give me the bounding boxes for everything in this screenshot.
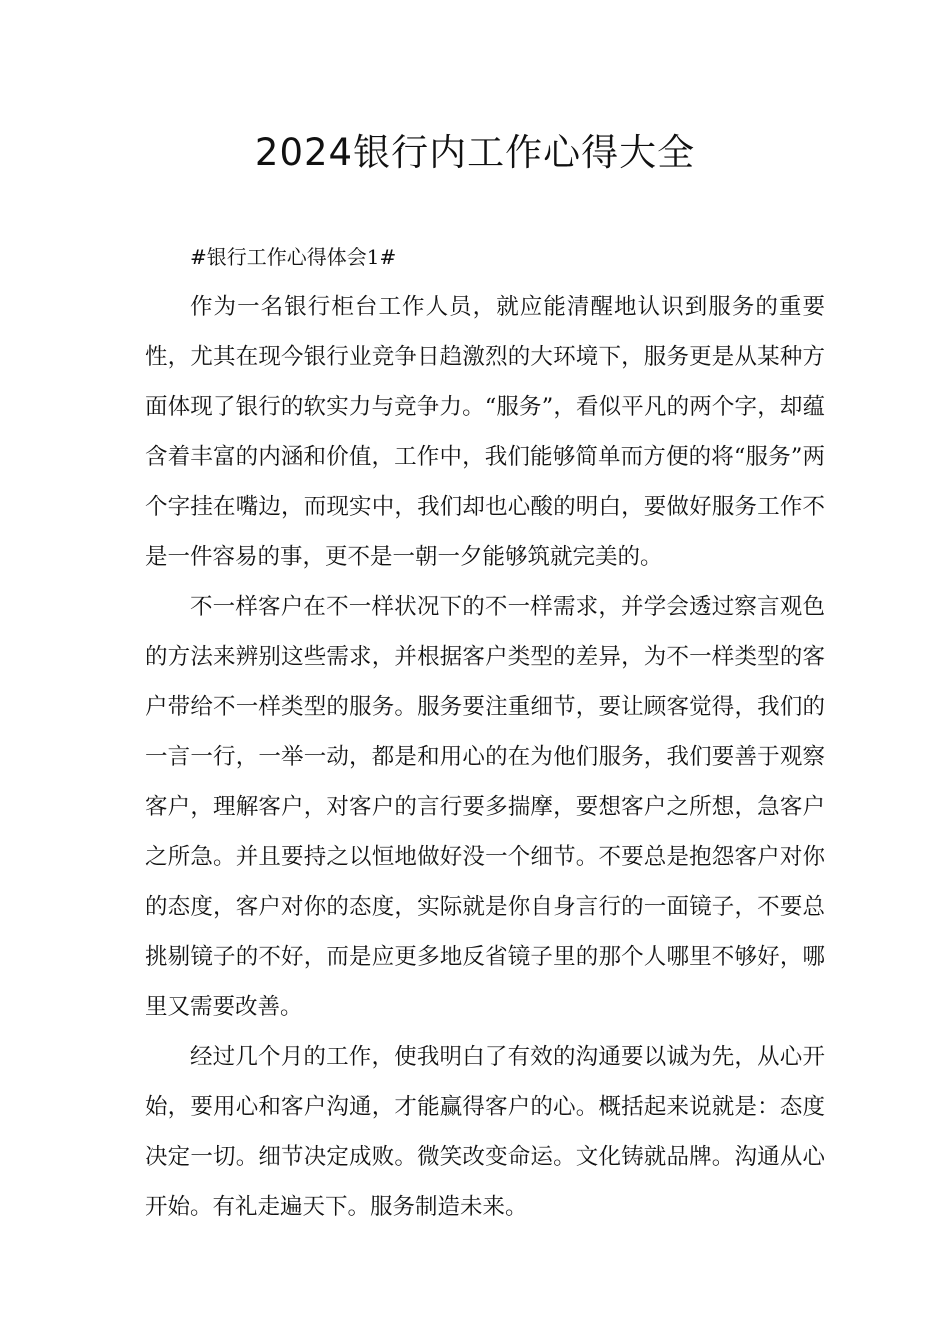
paragraph-1: 作为一名银行柜台工作人员，就应能清醒地认识到服务的重要性，尤其在现今银行业竞争日趋激烈的大环境下，服务更是从某种方面体现了银行的软实力与竞争力。“服务”，看似平凡的两个字，却蕴含着丰富的内涵和价值，工作中，我们能够简单而方便的将“服务”两个字挂在嘴边，而现实中，我们却也心酸的明白，要做好服务工作不是一件容易的事，更不是一朝一夕能够筑就完美的。 xyxy=(145,294,825,570)
paragraph-2: 不一样客户在不一样状况下的不一样需求，并学会透过察言观色的方法来辨别这些需求，并根据客户类型的差异，为不一样类型的客户带给不一样类型的服务。服务要注重细节，要让顾客觉得，我们的一言一行，一举一动，都是和用心的在为他们服务，我们要善于观察客户，理解客户，对客户的言行要多揣摩，要想客户之所想，急客户之所急。并且要持之以恒地做好没一个细节。不要总是抱怨客户对你的态度，客户对你的态度，实际就是你自身言行的一面镜子，不要总挑剔镜子的不好，而是应更多地反省镜子里的那个人哪里不够好，哪里又需要改善。 xyxy=(145,594,825,1020)
paragraph-3: 经过几个月的工作，使我明白了有效的沟通要以诚为先，从心开始，要用心和客户沟通，才能赢得客户的心。概括起来说就是：态度决定一切。细节决定成败。微笑改变命运。文化铸就品牌。沟通从心开始。有礼走遍天下。服务制造未来。 xyxy=(145,1044,825,1220)
document-title: 2024银行内工作心得大全 xyxy=(254,131,696,174)
section-heading: #银行工作心得体会1# xyxy=(190,245,397,269)
document-body xyxy=(145,232,825,1232)
